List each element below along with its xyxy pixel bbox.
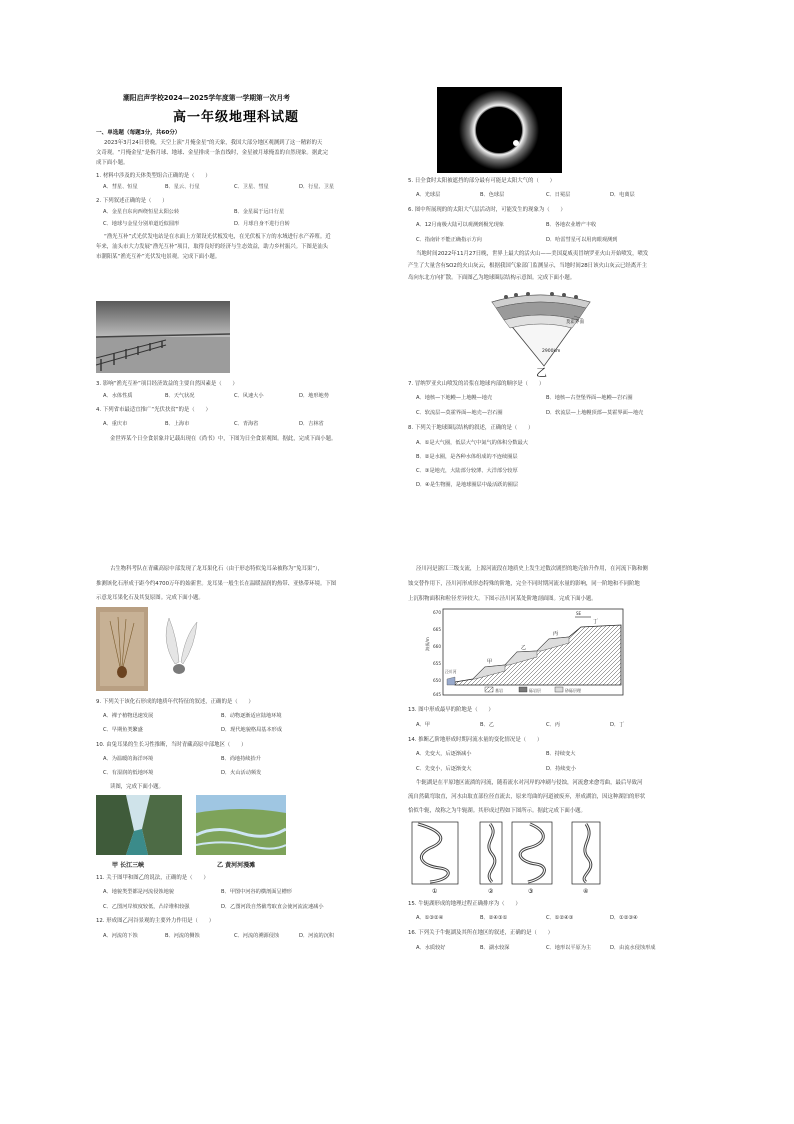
q10-option-b[interactable]: B．尚地持续抬升 — [221, 756, 261, 762]
q6-option-a[interactable]: A．12月南极大陆可以观测到极光现象 — [416, 222, 504, 228]
intro-line: 当地时间2022年11月27日晚，世界上最大的活火山——美国夏威夷冒纳罗亚火山开始喷发，喷发 — [416, 251, 649, 257]
q9-stem: 9. 下列关于该化石形成的地质年代特征的叙述，正确的是（ ） — [96, 699, 254, 705]
q4-option-d[interactable]: D．吉林省 — [299, 421, 324, 427]
legend-gravel: 砾岩层 — [529, 688, 541, 693]
q11-option-a[interactable]: A．地貌类型都是河流侵蚀地貌 — [103, 889, 174, 895]
q13-stem: 13. 图中形成最早的阶地是（ ） — [408, 707, 494, 713]
q14-option-d[interactable]: D．持续变小 — [546, 766, 576, 772]
q2-option-a[interactable]: A．金星自东向西绕恒星太阳公转 — [103, 209, 180, 215]
photo-caption-a: 甲 长江三峡 — [112, 862, 145, 869]
floodplain-photo — [196, 795, 286, 855]
three-gorges-photo — [96, 795, 182, 855]
q10-option-a[interactable]: A．为温暖的海洋环境 — [103, 756, 154, 762]
intro-line: 恰似牛轭，故称之为牛轭湖。其形成过程如下图所示。据此完成下面小题。 — [408, 808, 586, 814]
intro-line: 年来，汕头市大力发展“渔光互补”项目，取得良好的经济与生态效益，助力乡村振兴。下图是汕头 — [96, 244, 328, 250]
y-tick: 645 — [433, 692, 441, 697]
fishery-solar-photo — [96, 301, 230, 373]
direction-label: SE — [576, 611, 582, 616]
q14-option-b[interactable]: B．持续变大 — [546, 751, 576, 757]
q10-option-c[interactable]: C．有湿润的低地环境 — [103, 770, 154, 776]
legend-swatch-bedrock — [485, 687, 493, 692]
stage-label: ③ — [528, 888, 534, 895]
page-title: 高一年级地理科试题 — [173, 110, 300, 125]
q16-option-d[interactable]: D．由流水侵蚀形成 — [610, 945, 656, 951]
q4-option-c[interactable]: C．青海省 — [234, 421, 259, 427]
q8-option-d[interactable]: D．④是生物圈，是地球圈层中最活跃的圈层 — [416, 482, 519, 488]
q2-option-d[interactable]: D．月球自身不进行自转 — [234, 221, 290, 227]
q15-option-a[interactable]: A．①③②④ — [416, 915, 444, 921]
intro-line: 推测该化石形成于距今约4700万年的始新世。龙耳果一般生长在温暖湿润的热带、亚热带环境。下图 — [96, 581, 337, 587]
q1-option-d[interactable]: D．行星、卫星 — [299, 184, 335, 190]
y-tick: 655 — [433, 661, 441, 666]
moho-label: 莫霍界面 — [566, 320, 584, 325]
section-heading: 一、单选题（每题3分，共60分） — [96, 130, 181, 136]
intro-line: 产生了大量含有SO2的火山灰云，根据我国气象部门监测显示，当地时间28日该火山灰云已经离开主 — [408, 263, 647, 269]
q12-stem: 12. 形成图乙河谷景观的主要外力作用是（ ） — [96, 918, 215, 924]
q3-option-b[interactable]: B．天气状况 — [165, 393, 195, 399]
q3-stem: 3. 影响“渔光互补”项目经济效益的主要自然因素是（ ） — [96, 381, 238, 387]
stage-label: ④ — [583, 888, 589, 895]
q12-option-a[interactable]: A．河流的下蚀 — [103, 933, 138, 939]
q11-option-d[interactable]: D．乙图河段自然截弯取直会使河流流速减小 — [221, 904, 324, 910]
q11-option-b[interactable]: B．甲图中河谷的横剖面呈槽形 — [221, 889, 292, 895]
q15-stem: 15. 牛轭湖形成的地理过程正确排序为（ ） — [408, 901, 521, 907]
q2-option-c[interactable]: C．地球与金星分别单道近似圆形 — [103, 221, 180, 227]
intro-line: 流自然截弯取直，河水由取直部位径直流去，原来弯曲的河道被废弃，形成湖泊，因这种湖泊的形状 — [408, 794, 646, 800]
intro-line: 读图，完成下面小题。 — [110, 784, 164, 790]
q8-option-c[interactable]: C．③是地壳，大陆部分较薄、大洋部分较厚 — [416, 468, 518, 474]
intro-line: “渔光互补”式光伏发电站是在水面上方架设光伏板发电，在光伏板下方的水域进行水产养殖。近 — [104, 234, 331, 240]
q2-option-b[interactable]: B．金星属于远日行星 — [234, 209, 285, 215]
q7-stem: 7. 冒纳罗亚火山喷发的岩浆在地球内部的顺序是（ ） — [408, 381, 545, 387]
q2-stem: 2. 下列叙述正确的是（ ） — [96, 198, 168, 204]
y-axis-label: 海拔/m — [425, 637, 430, 651]
river-label: 泾川河 — [445, 669, 457, 674]
q15-option-c[interactable]: C．①②④③ — [546, 915, 574, 921]
q9-option-b[interactable]: B．动物逐渐适应陆地环境 — [221, 713, 282, 719]
q14-option-c[interactable]: C．先变小，后逐渐变大 — [416, 766, 472, 772]
solar-eclipse-photo — [437, 87, 562, 173]
river-terrace-diagram — [425, 607, 626, 699]
q1-stem: 1. 材料中涉及的天体类型组合正确的是（ ） — [96, 173, 211, 179]
q1-option-a[interactable]: A．彗星、恒星 — [103, 184, 138, 190]
intro-line: 蚀交替作用下，泾川河形成形态特殊的阶地，完全不同时期河流水量的影响，同一阶地和不同阶地 — [408, 581, 640, 587]
fruit-reconstruction-image — [155, 612, 203, 690]
q8-option-b[interactable]: B．②是水圈，是各种水体组成的不连续圈层 — [416, 454, 518, 460]
intro-line: 成下面小题。 — [96, 160, 129, 166]
terrace-label-jia: 甲 — [487, 659, 493, 665]
intro-line: 示意龙耳果化石及其复原图。完成下面小题。 — [96, 595, 204, 601]
q1-option-b[interactable]: B．星云、行星 — [165, 184, 200, 190]
legend-swatch-gravel — [519, 687, 527, 692]
q4-option-b[interactable]: B．上海市 — [165, 421, 190, 427]
fossil-photo — [96, 607, 148, 691]
q14-option-a[interactable]: A．先变大，后逐渐减小 — [416, 751, 472, 757]
school-heading: 潮阳启声学校2024—2025学年度第一学期第一次月考 — [123, 94, 290, 102]
q13-option-d[interactable]: D．丁 — [610, 722, 625, 728]
q16-stem: 16. 下列关于牛轭湖及其所在地区的叙述，正确的是（ ） — [408, 930, 554, 936]
q3-option-c[interactable]: C．风速大小 — [234, 393, 264, 399]
q10-stem: 10. 由兔耳果的生长习性推断，当时青藏高原中部地区（ ） — [96, 742, 247, 748]
q7-option-a[interactable]: A．地核—下地幔—上地幔—地壳 — [416, 395, 493, 401]
oxbow-stages-diagram — [410, 820, 610, 895]
y-tick: 670 — [433, 610, 441, 615]
q10-option-d[interactable]: D．火山活动频发 — [221, 770, 262, 776]
y-tick: 650 — [433, 678, 441, 683]
q11-stem: 11. 关于图甲和图乙的说法，正确的是（ ） — [96, 875, 209, 881]
q3-option-a[interactable]: A．水体性质 — [103, 393, 133, 399]
q5-option-c[interactable]: C．日冕层 — [546, 192, 571, 198]
q12-option-c[interactable]: C．河流的溯源侵蚀 — [234, 933, 280, 939]
q3-option-d[interactable]: D．地形地势 — [299, 393, 329, 399]
intro-line: 金世界某个日全食景象并记载出现在《尚书》中，下图为日全食景观图。据此，完成下面小题。 — [110, 436, 337, 442]
intro-line: 泾川河是浙江三级支流，上源河流段在地质史上发生过数次剧烈的地壳抬升作用，在河流下陈和侧 — [416, 566, 648, 572]
legend-bedrock: 基岩 — [495, 688, 503, 693]
q14-stem: 14. 推断乙阶地形成时期河流水量的变化情况是（ ） — [408, 737, 543, 743]
intro-line: 市潮阳某“渔光互补”光伏发电景观。完成下面小题。 — [96, 254, 221, 260]
y-tick: 660 — [433, 644, 441, 649]
legend-swatch-sand — [555, 687, 563, 692]
q5-option-d[interactable]: D．电离层 — [610, 192, 635, 198]
q12-option-b[interactable]: B．河流的侧蚀 — [165, 933, 200, 939]
stage-label: ① — [432, 888, 438, 895]
q8-stem: 8. 下列关于地球圈层结构的叙述，正确的是（ ） — [408, 425, 534, 431]
q16-option-a[interactable]: A．水质较好 — [416, 945, 446, 951]
intro-line: 2023年3月24日傍晚，天空上演“月掩金星”的天象，我国大部分地区观测到了这一精彩的天 — [104, 140, 323, 146]
q6-option-d[interactable]: D．哈雷彗星可以用肉眼观测到 — [546, 237, 618, 243]
intro-line: 古生物科考队在青藏高原中部发现了龙耳果化石（由于形态特似兔耳朵被称为“兔耳果”）， — [110, 566, 324, 572]
q5-option-b[interactable]: B．色球层 — [480, 192, 505, 198]
earth-layers-diagram — [486, 288, 598, 378]
terrace-label-yi: 乙 — [521, 645, 527, 651]
q13-option-c[interactable]: C．丙 — [546, 722, 560, 728]
q13-option-b[interactable]: B．乙 — [480, 722, 494, 728]
terrace-label-ding: 丁 — [593, 619, 599, 625]
intro-line: 文奇观。“月掩金星”是指月球、地球、金星排成一条直线时，金星被月球掩盖的自然现象。据此完 — [96, 150, 328, 156]
legend-sand: 砂砾层理 — [565, 688, 581, 693]
q7-option-c[interactable]: C．软流层—莫霍界面—地壳—岩石圈 — [416, 410, 503, 416]
q15-option-d[interactable]: D．①②③④ — [610, 915, 638, 921]
q15-option-b[interactable]: B．②④③① — [480, 915, 508, 921]
q7-option-b[interactable]: B．地核—古登堡界面—地幔—岩石圈 — [546, 395, 633, 401]
y-tick: 665 — [433, 627, 441, 632]
q5-stem: 5. 日全食时太阳被遮挡的部分最有可能是太阳大气的（ ） — [408, 178, 556, 184]
stage-label: ② — [488, 888, 494, 895]
q9-option-a[interactable]: A．裸子植物迅速发展 — [103, 713, 154, 719]
q6-option-c[interactable]: C．指南针不能正确指示方向 — [416, 237, 482, 243]
q4-option-a[interactable]: A．重庆市 — [103, 421, 128, 427]
q16-option-b[interactable]: B．湖水较深 — [480, 945, 510, 951]
q16-option-c[interactable]: C．地形以平原为主 — [546, 945, 592, 951]
q9-option-d[interactable]: D．现代地貌格局基本形成 — [221, 727, 283, 733]
q7-option-d[interactable]: D．软流层—上地幔顶部—莫霍界面—地壳 — [546, 410, 644, 416]
q13-option-a[interactable]: A．甲 — [416, 722, 430, 728]
terrace-label-bing: 丙 — [553, 631, 559, 637]
intro-line: 牛轭湖是在平原地区流淌的河流，随着流水对河岸的冲刷与侵蚀，河流愈来愈弯曲，最后导致河 — [416, 780, 643, 786]
photo-caption-b: 乙 黄河河漫滩 — [217, 862, 256, 869]
q6-option-b[interactable]: B．各地农业增产丰收 — [546, 222, 597, 228]
q4-stem: 4. 下列省市最适宜推广“光伏扶贫”的是（ ） — [96, 407, 211, 413]
depth-label: 2900km — [542, 349, 561, 354]
q9-option-c[interactable]: C．早期鱼类繁盛 — [103, 727, 143, 733]
q11-option-c[interactable]: C．乙图河岸坡度较低，凸岸堆积较强 — [103, 904, 190, 910]
figure-caption: 乙 — [536, 366, 547, 378]
q5-option-a[interactable]: A．光球层 — [416, 192, 441, 198]
q12-option-d[interactable]: D．河流的沉积 — [299, 933, 335, 939]
intro-line: 上沉积物面积和粒径差异较大。下图示泾川河某处阶地剖面图。完成下面小题。 — [408, 596, 597, 602]
q1-option-c[interactable]: C．卫星、彗星 — [234, 184, 269, 190]
q8-option-a[interactable]: A．①是大气圈，低层大气中氮气的体积分数最大 — [416, 440, 528, 446]
q6-stem: 6. 图中所展现的的太阳大气层活动时，可能发生的现象为（ ） — [408, 207, 566, 213]
intro-line: 岛向东北方向扩散。下面图乙为地球圈层结构示意图。完成下面小题。 — [408, 275, 576, 281]
